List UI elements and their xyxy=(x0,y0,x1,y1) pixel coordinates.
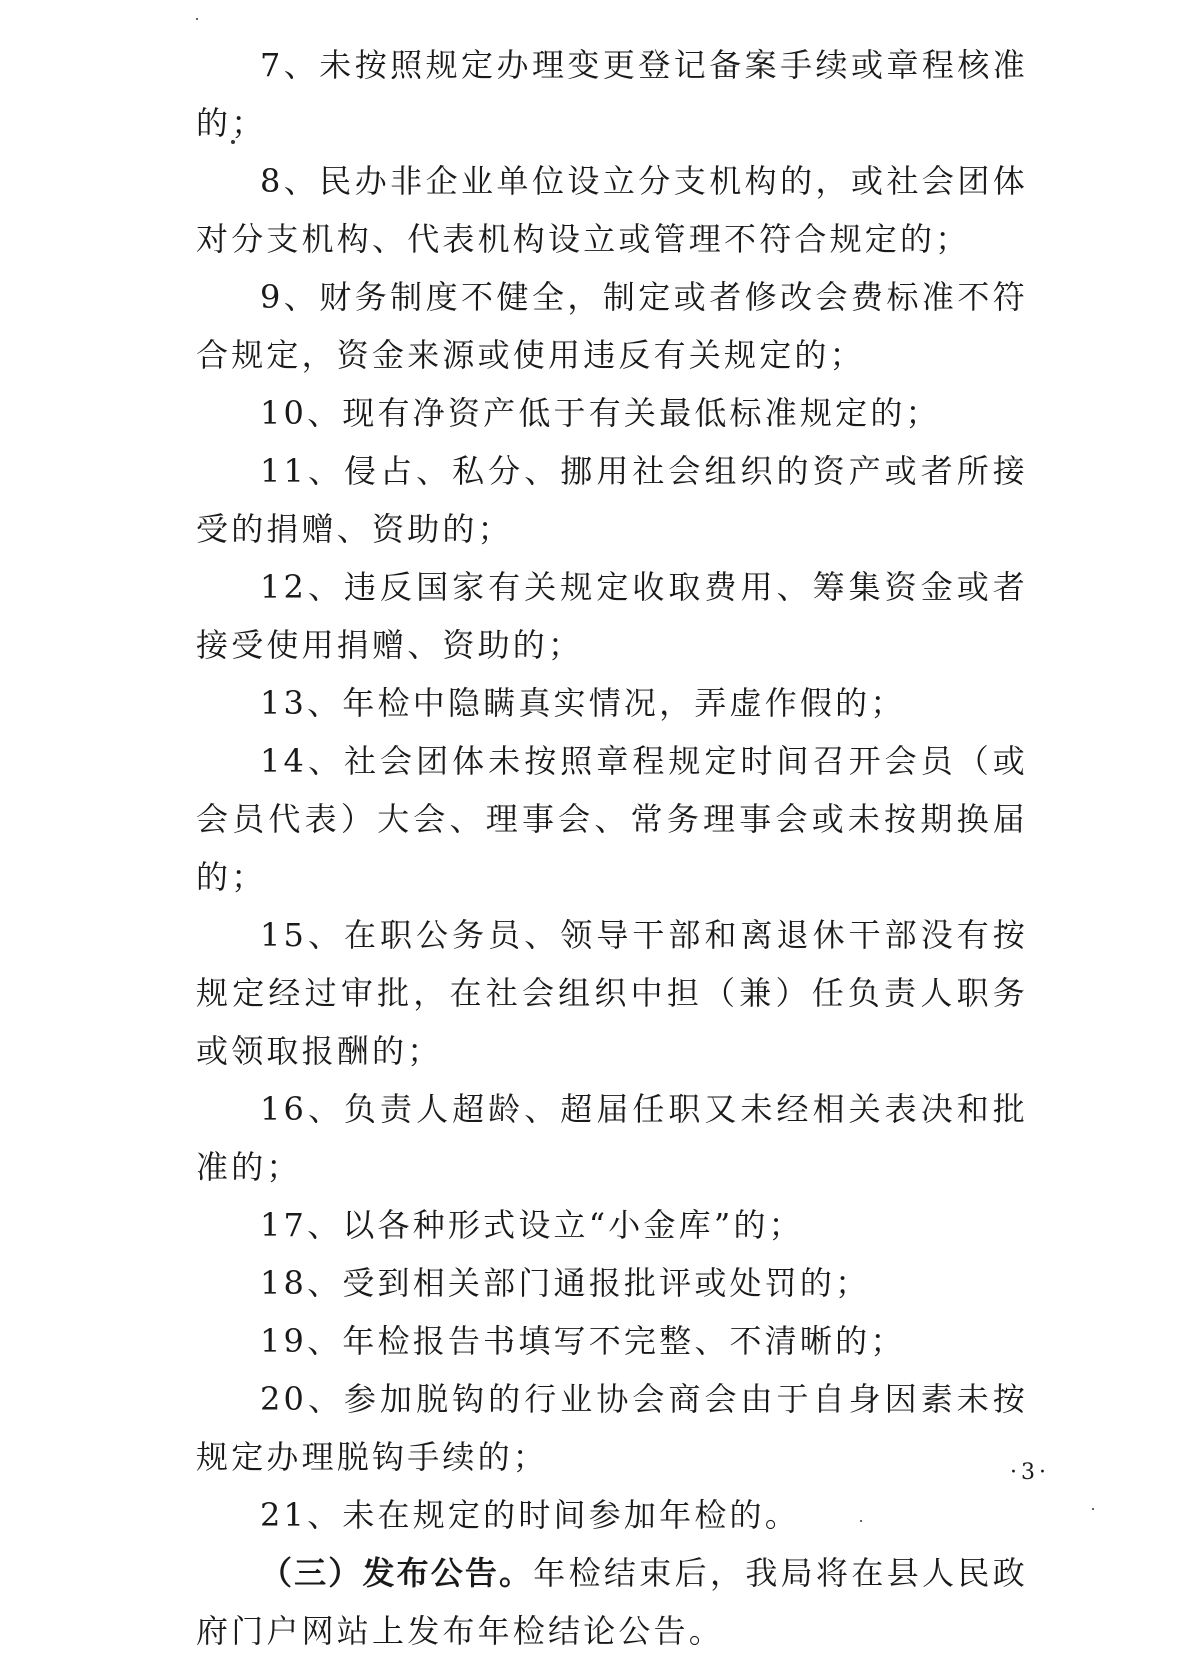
list-item: 20、参加脱钩的行业协会商会由于自身因素未按规定办理脱钩手续的； xyxy=(196,1380,1028,1476)
list-item: 11、侵占、私分、挪用社会组织的资产或者所接受的捐赠、资助的； xyxy=(196,452,1028,548)
list-item: 8、民办非企业单位设立分支机构的，或社会团体对分支机构、代表机构设立或管理不符合规定的； xyxy=(196,162,1028,258)
list-item: 17、以各种形式设立“小金库”的； xyxy=(260,1206,804,1244)
list-item: 9、财务制度不健全，制定或者修改会费标准不符合规定，资金来源或使用违反有关规定的； xyxy=(196,278,1028,374)
list-item: 10、现有净资产低于有关最低标准规定的； xyxy=(260,394,941,432)
list-item: 13、年检中隐瞒真实情况，弄虚作假的； xyxy=(260,684,906,722)
list-item: 12、违反国家有关规定收取费用、筹集资金或者接受使用捐赠、资助的； xyxy=(196,568,1028,664)
page-number: ·3· xyxy=(1010,1460,1050,1485)
section-text: 年检结束后，我局将在县人民政府门户网站上发布年检结论公告。 xyxy=(196,1554,1028,1650)
list-item: 16、负责人超龄、超届任职又未经相关表决和批准的； xyxy=(196,1090,1028,1186)
list-item: 21、未在规定的时间参加年检的。 xyxy=(260,1496,800,1534)
list-item: 18、受到相关部门通报批评或处罚的； xyxy=(260,1264,871,1302)
scan-speck xyxy=(196,18,198,20)
list-item: 7、未按照规定办理变更登记备案手续或章程核准的； xyxy=(196,46,1028,142)
document-body xyxy=(196,36,1028,1660)
section-paragraph xyxy=(196,1544,1028,1660)
list-item: 15、在职公务员、领导干部和离退休干部没有按规定经过审批，在社会组织中担（兼）任负责人职务或领取报酬的； xyxy=(196,916,1028,1070)
list-item: 14、社会团体未按照章程规定时间召开会员（或会员代表）大会、理事会、常务理事会或未按期换届的； xyxy=(196,742,1028,896)
section-heading: （三）发布公告。 xyxy=(260,1554,534,1592)
scan-speck xyxy=(1092,1508,1094,1510)
list-item: 19、年检报告书填写不完整、不清晰的； xyxy=(260,1322,906,1360)
